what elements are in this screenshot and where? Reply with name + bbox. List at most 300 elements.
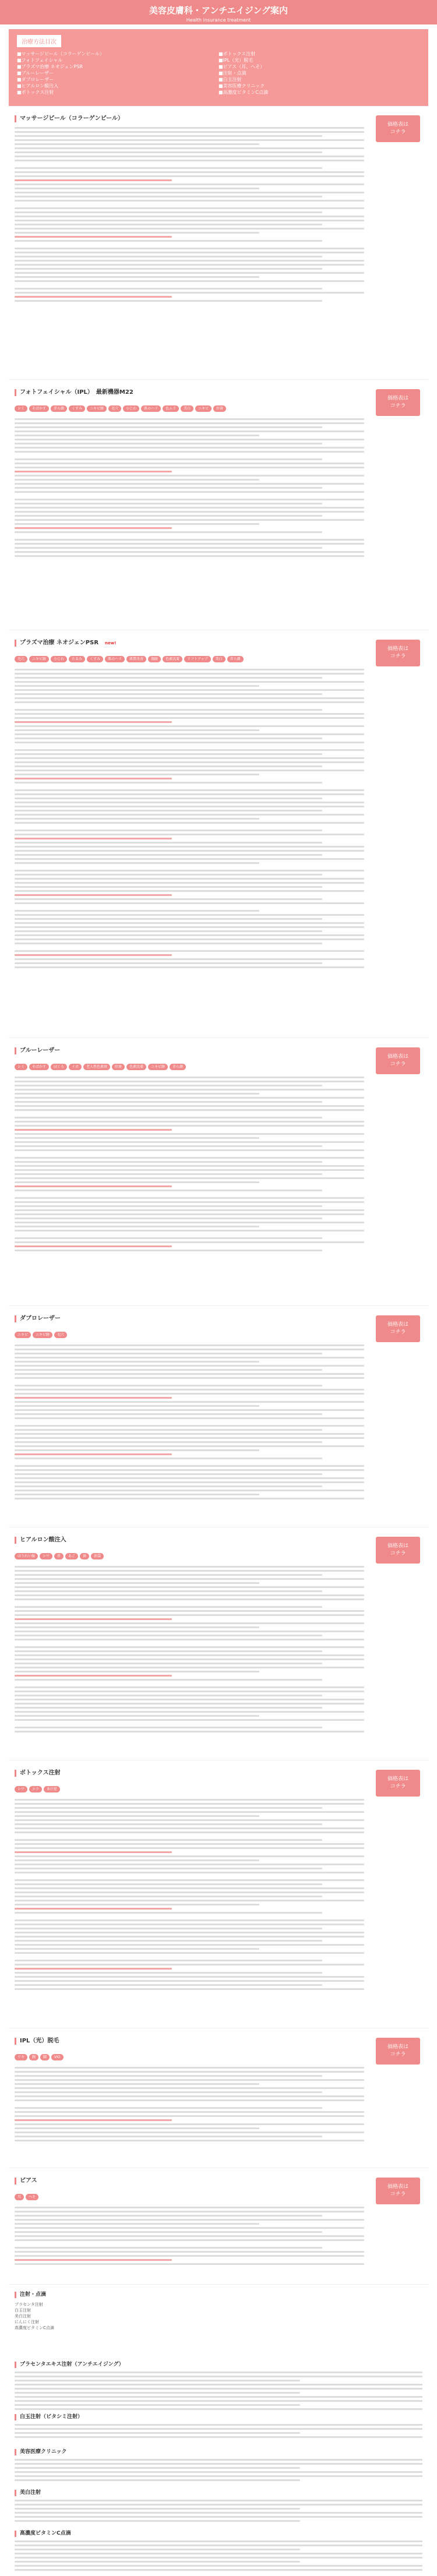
- text-line: [15, 1345, 364, 1346]
- text-line: [15, 701, 364, 703]
- text-line: [15, 2372, 422, 2373]
- symptom-tag: 肌のハリ: [105, 656, 125, 662]
- text-line: [15, 1465, 364, 1467]
- text-line: [15, 1197, 364, 1199]
- text-line: [15, 280, 364, 282]
- symptom-tag: 腕: [29, 2054, 38, 2060]
- text-line: [15, 196, 322, 197]
- text-line: [15, 757, 364, 759]
- description-text: [15, 127, 364, 302]
- page-subtitle: Health insurance treatment: [186, 17, 251, 23]
- text-line: [15, 1101, 322, 1103]
- text-line: [15, 797, 322, 799]
- text-line: [15, 1675, 172, 1677]
- text-line: [15, 1864, 364, 1865]
- text-line: [15, 519, 364, 521]
- text-line: [15, 135, 322, 137]
- text-line: [15, 2083, 259, 2085]
- text-line: [15, 1145, 322, 1147]
- text-line: [15, 268, 322, 270]
- text-line: [15, 1361, 259, 1363]
- injection-section: [9, 2285, 428, 2355]
- price-list-button[interactable]: 価格表は コチラ: [376, 1770, 420, 1797]
- text-line: [15, 2565, 422, 2567]
- text-line: [15, 1731, 364, 1732]
- text-line: [15, 1606, 322, 1608]
- text-line: [15, 737, 322, 739]
- text-line: [15, 1133, 364, 1135]
- description-text: [15, 1345, 364, 1499]
- text-line: [15, 503, 322, 504]
- text-line: [15, 793, 364, 795]
- text-line: [15, 1201, 364, 1203]
- text-line: [15, 179, 172, 181]
- text-line: [15, 1960, 322, 1961]
- toc-link[interactable]: ■美容医療クリニック: [218, 83, 265, 89]
- text-line: [15, 1401, 364, 1403]
- text-line: [15, 2376, 422, 2377]
- treatment-section: [9, 1306, 428, 1527]
- text-line: [15, 1453, 172, 1455]
- text-line: [15, 224, 322, 225]
- toc-link[interactable]: ■ブルーレーザー: [17, 70, 54, 76]
- text-line: [15, 1181, 259, 1183]
- section-body: [9, 1760, 428, 1990]
- text-line: [15, 2207, 364, 2208]
- price-list-button[interactable]: 価格表は コチラ: [376, 1537, 420, 1564]
- text-line: [15, 1469, 364, 1471]
- text-line: [15, 2140, 364, 2141]
- text-line: [15, 2227, 364, 2229]
- symptom-tag: 小じわ: [51, 656, 67, 662]
- text-line: [15, 1213, 364, 1215]
- text-line: [15, 1904, 259, 1905]
- text-line: [15, 1610, 364, 1612]
- text-line: [15, 2516, 422, 2518]
- text-line: [15, 2079, 364, 2081]
- text-line: [15, 1245, 172, 1247]
- text-line: [15, 1703, 364, 1705]
- text-line: [15, 2211, 364, 2212]
- section-title: 高濃度ビタミンC点滴: [15, 2531, 422, 2537]
- tag-list: [15, 1059, 364, 1072]
- text-line: [15, 1498, 364, 1499]
- toc-title: 治療方法目次: [17, 35, 61, 47]
- text-line: [15, 1226, 259, 1227]
- text-line: [15, 1928, 322, 1929]
- text-line: [15, 1654, 364, 1656]
- text-line: [15, 260, 364, 262]
- text-line: [15, 1494, 259, 1495]
- symptom-tag: そばかす: [29, 1064, 49, 1070]
- text-line: [15, 1141, 364, 1143]
- symptom-tag: 肌質改善: [126, 656, 146, 662]
- text-line: [15, 1727, 322, 1728]
- toc-link[interactable]: ■マッサージピール（コラーゲンピール）: [17, 51, 104, 57]
- toc-link[interactable]: ■ピアス（耳、へそ）: [218, 64, 265, 69]
- text-line: [15, 721, 172, 723]
- text-line: [15, 1477, 364, 1479]
- text-line: [15, 430, 364, 432]
- text-line: [15, 1964, 364, 1965]
- text-line: [15, 934, 364, 936]
- text-line: [15, 1405, 259, 1407]
- symptom-tag: たるみ: [69, 656, 85, 662]
- section-title: ダブロレーザー: [15, 1315, 364, 1322]
- text-line: [15, 1868, 322, 1869]
- text-line: [15, 2553, 422, 2554]
- text-line: [15, 1458, 322, 1459]
- symptom-tag: シワ: [15, 1786, 27, 1792]
- symptom-tag: 色素沈着: [163, 656, 182, 662]
- text-line: [15, 1948, 259, 1950]
- text-line: [15, 1936, 364, 1938]
- symptom-tag: くすみ: [87, 656, 103, 662]
- symptom-tag: 耳: [15, 2194, 24, 2200]
- injection-section: [9, 2407, 428, 2442]
- text-line: [15, 543, 364, 545]
- price-list-button[interactable]: 価格表は コチラ: [376, 2178, 420, 2204]
- text-line: [15, 1823, 322, 1825]
- text-line: [15, 778, 172, 779]
- text-line: [15, 922, 364, 924]
- text-line: [15, 782, 322, 784]
- price-list-button[interactable]: 価格表は コチラ: [376, 389, 420, 416]
- text-line: [15, 1397, 172, 1399]
- price-list-button[interactable]: 価格表は コチラ: [376, 1047, 420, 1074]
- text-line: [15, 463, 364, 464]
- text-line: [15, 1574, 322, 1576]
- text-line: [15, 256, 322, 257]
- toc-link[interactable]: ■注射・点滴: [218, 70, 246, 76]
- injection-section: [9, 2355, 428, 2407]
- symptom-tag: 赤ら顔: [227, 656, 244, 662]
- tag-list: [15, 2049, 364, 2062]
- text-line: [15, 2223, 259, 2225]
- text-line: [15, 689, 364, 691]
- text-line: [15, 2475, 422, 2477]
- text-line: [15, 2091, 322, 2093]
- text-line: [15, 1968, 172, 1970]
- section-title: 注射・点滴: [15, 2292, 422, 2298]
- text-line: [15, 1799, 364, 1801]
- page-header: [0, 0, 437, 24]
- text-line: [15, 1445, 364, 1447]
- text-line: [15, 669, 364, 671]
- text-line: [15, 1980, 364, 1982]
- text-line: [15, 2071, 364, 2073]
- section-body: [9, 1038, 428, 1251]
- text-line: [15, 2500, 422, 2501]
- symptom-tag: 色素沈着: [126, 1064, 146, 1070]
- text-line: [15, 1081, 364, 1082]
- text-line: [15, 296, 172, 298]
- section-title: フォトフェイシャル（IPL） 最新機器M22: [15, 389, 364, 396]
- text-line: [15, 878, 364, 880]
- text-line: [15, 1586, 364, 1588]
- text-line: [15, 1105, 364, 1107]
- text-line: [15, 1157, 364, 1159]
- text-line: [15, 439, 364, 440]
- tag-list: [15, 2189, 364, 2202]
- text-line: [15, 854, 322, 856]
- text-line: [15, 1481, 364, 1483]
- text-line: [15, 1173, 322, 1175]
- tag-list: [15, 1781, 364, 1794]
- text-line: [15, 1807, 322, 1809]
- text-line: [15, 471, 172, 472]
- text-line: [15, 1896, 322, 1897]
- text-line: [15, 943, 322, 944]
- text-line: [15, 1129, 172, 1131]
- toc-link[interactable]: ■高濃度ビタミンC点滴: [218, 90, 269, 95]
- text-line: [15, 1952, 364, 1954]
- description-text: [15, 1799, 364, 1990]
- text-line: [15, 1839, 322, 1841]
- text-line: [15, 2087, 364, 2089]
- text-line: [15, 167, 322, 169]
- text-line: [15, 1803, 364, 1805]
- treatment-section: [9, 1038, 428, 1306]
- text-line: [15, 894, 172, 896]
- text-line: [15, 1566, 364, 1568]
- text-line: [15, 1832, 364, 1833]
- tag-list: [15, 1548, 364, 1561]
- text-line: [15, 499, 364, 500]
- price-list-button[interactable]: 価格表は コチラ: [376, 1315, 420, 1342]
- price-list-button[interactable]: 価格表は コチラ: [376, 115, 420, 142]
- text-line: [15, 1631, 364, 1632]
- text-line: [15, 539, 364, 541]
- text-line: [15, 1582, 259, 1584]
- symptom-tag: ワキ: [15, 2054, 27, 2060]
- text-line: [15, 143, 259, 145]
- text-line: [15, 447, 364, 449]
- text-line: [15, 1892, 364, 1893]
- text-line: [15, 272, 364, 274]
- description-text: [15, 418, 364, 557]
- text-line: [15, 2259, 172, 2261]
- text-line: [15, 749, 364, 751]
- text-line: [15, 858, 364, 860]
- text-line: [15, 1230, 364, 1231]
- text-line: [15, 2471, 422, 2473]
- text-line: [15, 1671, 259, 1672]
- text-line: [15, 966, 364, 968]
- price-list-button[interactable]: 価格表は コチラ: [376, 640, 420, 666]
- text-line: [15, 288, 322, 290]
- toc-link[interactable]: ■白玉注射: [218, 77, 242, 82]
- text-line: [15, 729, 259, 731]
- text-line: [15, 1449, 259, 1451]
- text-line: [15, 467, 364, 468]
- text-line: [15, 1847, 364, 1849]
- injection-section: [9, 2442, 428, 2483]
- text-line: [15, 1250, 322, 1251]
- text-line: [15, 2215, 322, 2217]
- text-line: [15, 1667, 364, 1668]
- text-line: [15, 151, 322, 153]
- text-line: [15, 292, 364, 294]
- text-line: [15, 171, 364, 173]
- text-line: [15, 886, 322, 888]
- text-line: [15, 753, 322, 755]
- symptom-tag: 涙袋: [91, 1553, 104, 1559]
- text-line: [15, 2432, 300, 2434]
- text-line: [15, 479, 259, 481]
- text-line: [15, 914, 364, 916]
- text-line: [15, 814, 364, 816]
- symptom-tag: ニキビ跡: [33, 1332, 52, 1338]
- treatment-section: [9, 106, 428, 380]
- text-line: [15, 531, 322, 533]
- symptom-tag: ニキビ: [195, 405, 212, 412]
- injection-sections: [0, 2285, 437, 2576]
- text-line: [15, 1851, 172, 1853]
- list-item: 白玉注射: [15, 2308, 31, 2313]
- text-line: [15, 2119, 172, 2121]
- text-line: [15, 2239, 364, 2241]
- symptom-tag: 脚: [40, 2054, 50, 2060]
- text-line: [15, 2115, 364, 2117]
- text-line: [15, 1437, 364, 1439]
- toc-link[interactable]: ■ヒアルロン酸注入: [17, 83, 59, 89]
- section-title: 美白注射: [15, 2490, 422, 2496]
- toc-link[interactable]: ■ダブロレーザー: [17, 77, 54, 82]
- toc-link[interactable]: ■IPL（光）脱毛: [218, 58, 253, 63]
- text-line: [15, 709, 322, 711]
- text-line: [15, 842, 322, 844]
- text-line: [15, 1598, 364, 1600]
- text-line: [15, 1578, 364, 1580]
- text-line: [15, 2392, 300, 2394]
- text-line: [15, 1663, 322, 1664]
- symptom-tag: 毛穴: [108, 405, 121, 412]
- symptom-tag: 唇: [80, 1553, 89, 1559]
- symptom-tag: 肌のハリ: [141, 405, 161, 412]
- symptom-tag: ほくろ: [51, 1064, 67, 1070]
- text-line: [15, 1413, 322, 1415]
- section-title: IPL（光）脱毛: [15, 2038, 364, 2045]
- text-line: [15, 733, 364, 735]
- symptom-tag: 色ムラ: [163, 405, 179, 412]
- text-line: [15, 1169, 364, 1171]
- text-line: [15, 1594, 364, 1596]
- text-line: [15, 1614, 364, 1616]
- section-title: 美容医療クリニック: [15, 2449, 422, 2455]
- toc-link[interactable]: ■ボトックス注射: [218, 51, 256, 57]
- text-line: [15, 458, 322, 460]
- treatment-sections: [0, 106, 437, 2285]
- text-line: [15, 742, 364, 743]
- symptom-tag: 老人性色素斑: [83, 1064, 110, 1070]
- text-line: [15, 483, 364, 485]
- list-item: 高濃度ビタミンC点滴: [15, 2326, 54, 2330]
- text-line: [15, 131, 364, 133]
- text-line: [15, 2504, 422, 2506]
- text-line: [15, 2067, 364, 2069]
- text-line: [15, 1626, 259, 1628]
- text-line: [15, 902, 364, 904]
- text-line: [15, 1883, 322, 1885]
- text-line: [15, 1900, 364, 1901]
- symptom-tag: 鼻: [54, 1553, 64, 1559]
- text-line: [15, 713, 364, 715]
- text-line: [15, 1165, 364, 1167]
- section-title: マッサージピール（コラーゲンピール）: [15, 115, 364, 122]
- item-list: [15, 2302, 422, 2331]
- symptom-tag: シミ: [15, 405, 27, 412]
- text-line: [15, 188, 259, 189]
- text-line: [15, 1650, 322, 1652]
- toc-link[interactable]: ■フォトフェイシャル: [17, 58, 63, 63]
- price-list-button[interactable]: 価格表は コチラ: [376, 2038, 420, 2065]
- text-line: [15, 1972, 322, 1974]
- text-line: [15, 1715, 259, 1717]
- section-body: [9, 380, 428, 557]
- text-line: [15, 1976, 364, 1978]
- text-line: [15, 160, 364, 161]
- text-line: [15, 1618, 172, 1620]
- text-line: [15, 551, 364, 553]
- text-line: [15, 1658, 364, 1660]
- toc-link[interactable]: ■ボトックス注射: [17, 90, 54, 95]
- section-body: [9, 2168, 428, 2265]
- text-line: [15, 926, 364, 928]
- text-line: [15, 2404, 300, 2406]
- text-line: [15, 770, 364, 771]
- toc-link[interactable]: ■プラズマ治療 ネオジェンPSR: [17, 64, 83, 69]
- text-line: [15, 1490, 364, 1491]
- text-line: [15, 2508, 300, 2510]
- text-line: [15, 1940, 322, 1942]
- text-line: [15, 1695, 322, 1696]
- text-line: [15, 725, 364, 727]
- text-line: [15, 2075, 322, 2077]
- text-line: [15, 1393, 364, 1395]
- text-line: [15, 487, 322, 489]
- text-line: [15, 697, 364, 699]
- description-text: [15, 2067, 364, 2141]
- text-line: [15, 717, 364, 719]
- text-line: [15, 248, 364, 249]
- text-line: [15, 511, 364, 513]
- text-line: [15, 1385, 322, 1386]
- text-line: [15, 220, 364, 221]
- treatment-section: [9, 2028, 428, 2168]
- text-line: [15, 435, 259, 436]
- text-line: [15, 882, 364, 884]
- symptom-tag: ほうれい線: [15, 1553, 38, 1559]
- text-line: [15, 451, 364, 453]
- text-line: [15, 1417, 364, 1419]
- text-line: [15, 139, 364, 141]
- text-line: [15, 1353, 322, 1354]
- text-line: [15, 443, 322, 444]
- text-line: [15, 822, 364, 824]
- text-line: [15, 2235, 364, 2237]
- text-line: [15, 830, 322, 831]
- text-line: [15, 1117, 322, 1118]
- description-text: [15, 2207, 364, 2265]
- list-item: プラセンタ注射: [15, 2302, 43, 2307]
- symptom-tag: 赤ら顔: [51, 405, 67, 412]
- text-line: [15, 2123, 364, 2125]
- text-line: [15, 1699, 364, 1700]
- text-line: [15, 958, 364, 960]
- injection-section: [9, 2483, 428, 2524]
- text-line: [15, 673, 364, 675]
